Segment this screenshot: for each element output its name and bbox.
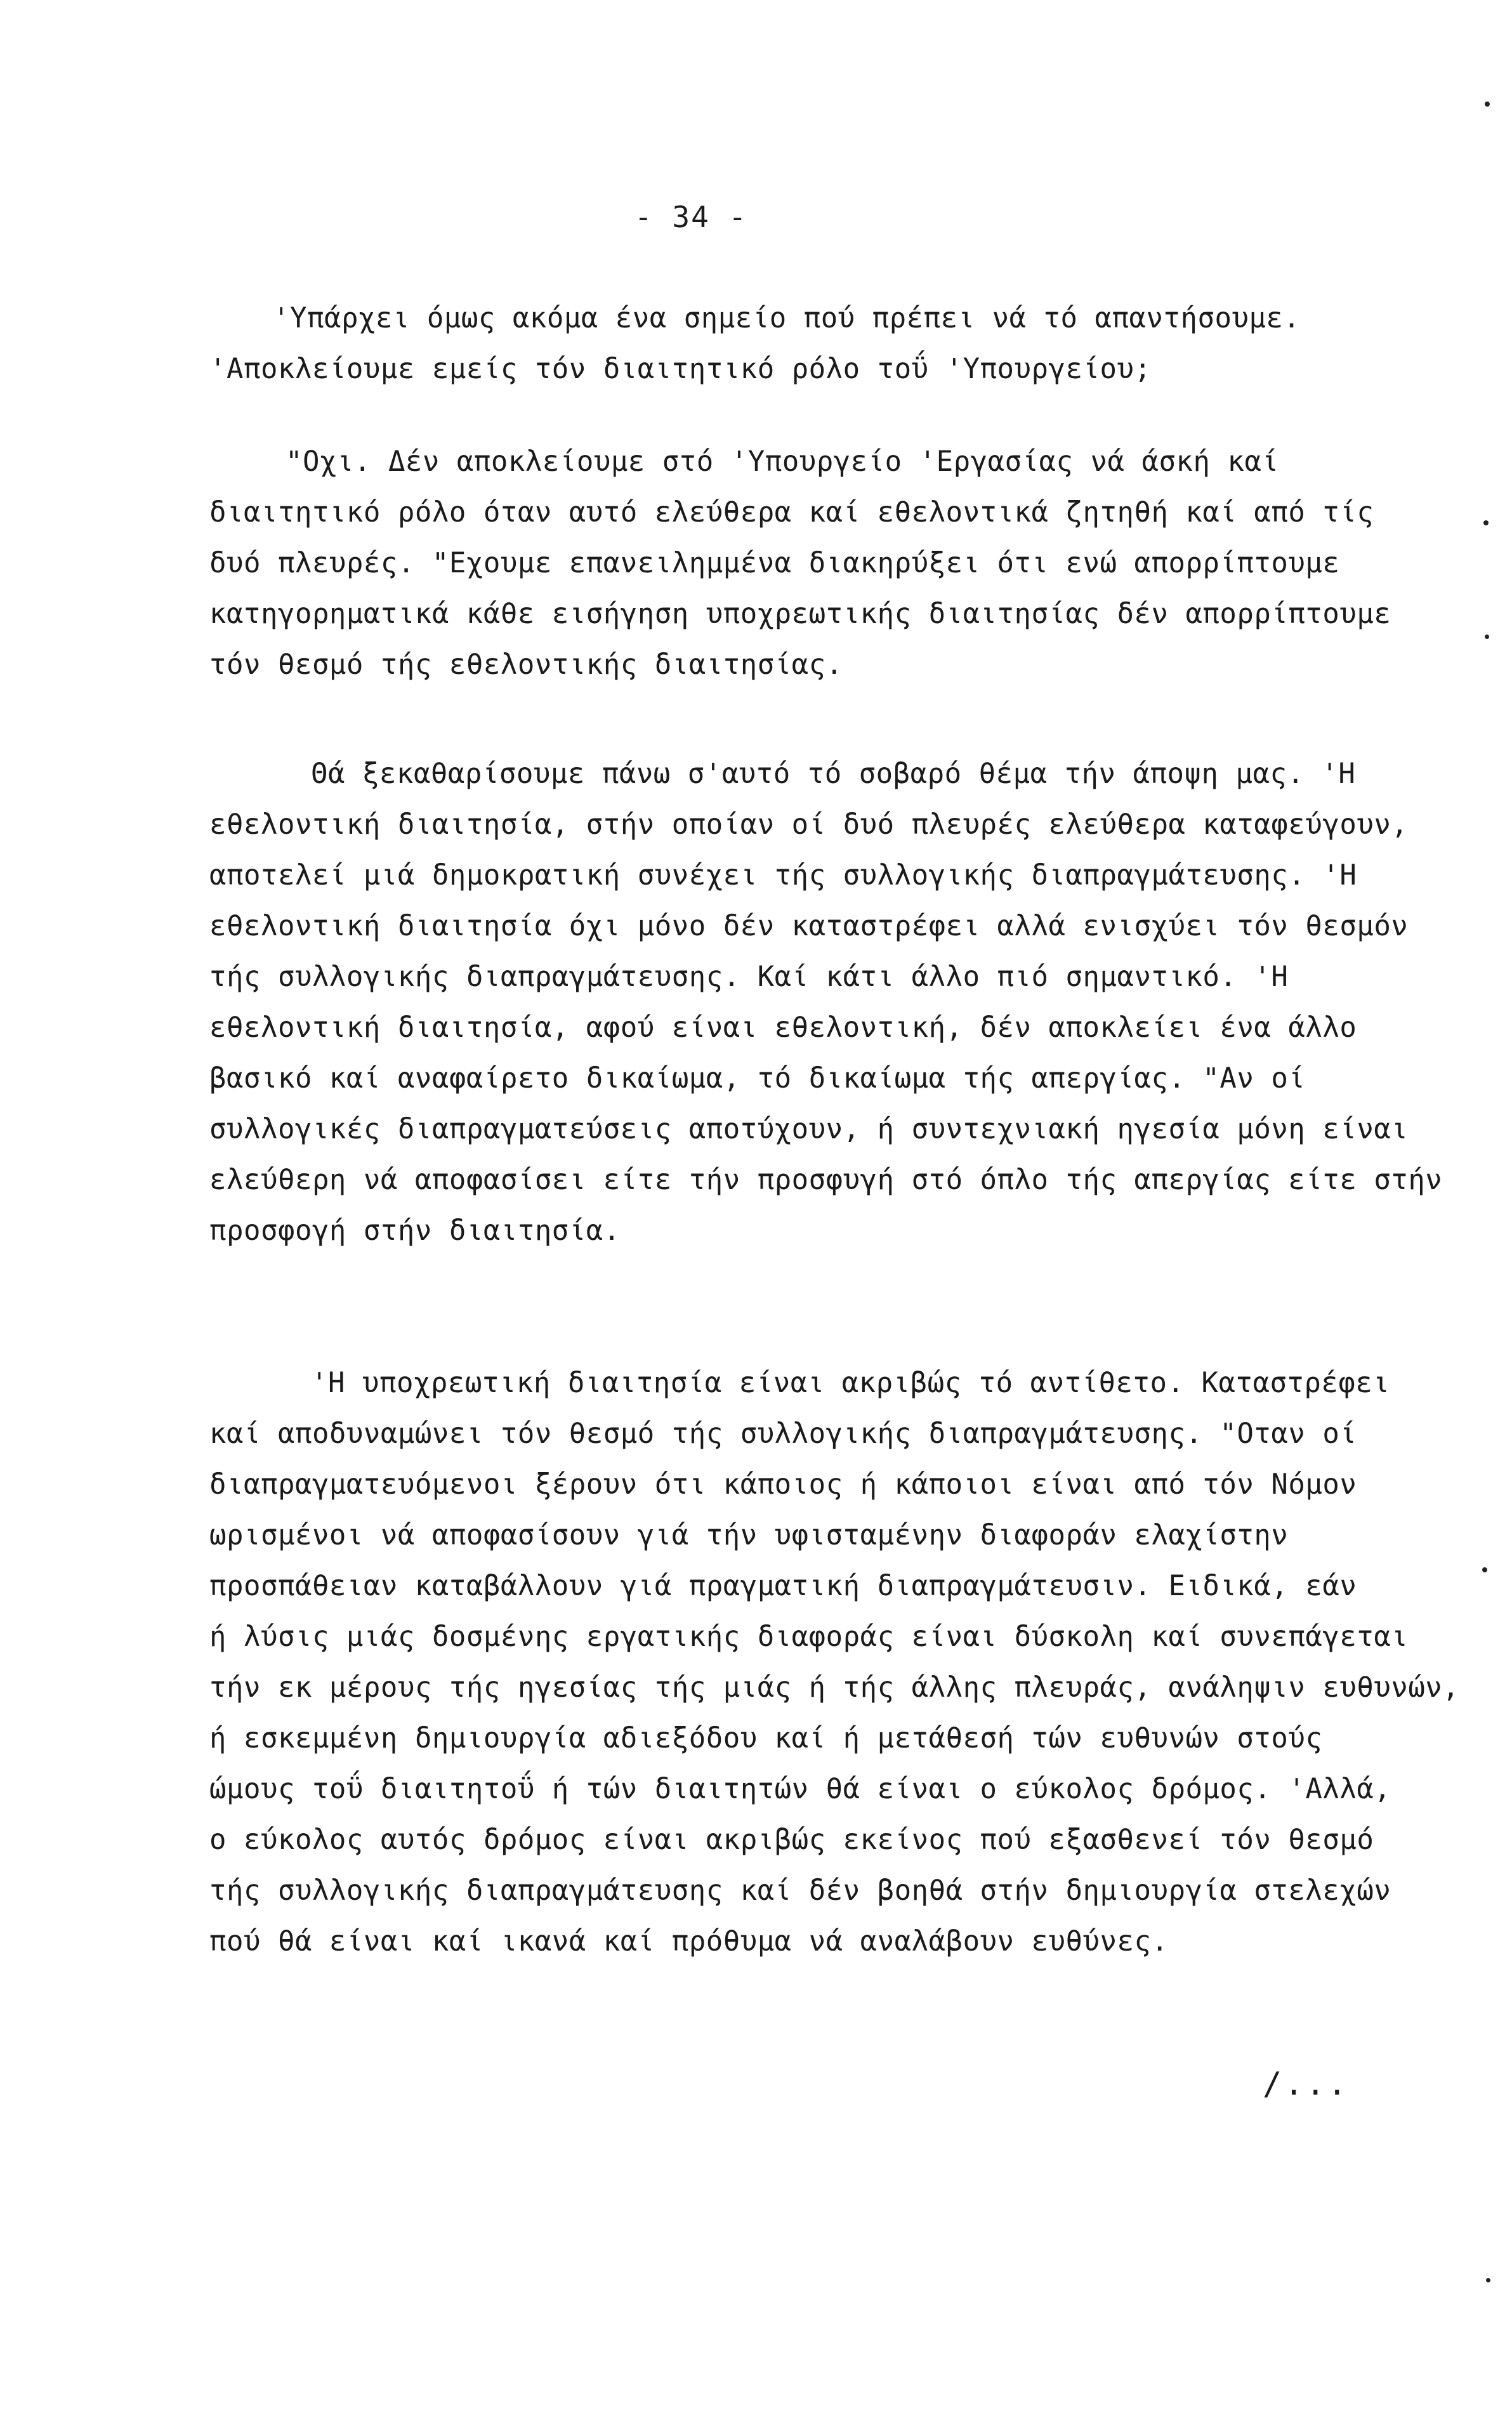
text-line: ώμους τοΰ διαιτητοΰ ή τών διαιτητών θά είναι ο εύκολος δρόμος. 'Αλλά,	[209, 1773, 1391, 1805]
scan-speck	[1485, 102, 1490, 107]
paragraph-3	[209, 749, 1443, 1256]
text-line: 'Αποκλείουμε εμείς τόν διαιτητικό ρόλο τοΰ 'Υπουργείου;	[209, 353, 1152, 385]
text-line: 'Υπάρχει όμως ακόμα ένα σημείο πού πρέπει νά τό απαντήσουμε.	[273, 302, 1301, 334]
text-line: ή εσκεμμένη δημιουργία αδιεξόδου καί ή μετάθεσή τών ευθυνών στούς	[209, 1722, 1323, 1754]
text-line: ή λύσις μιάς δοσμένης εργατικής διαφοράς είναι δύσκολη καί συνεπάγεται	[209, 1621, 1409, 1653]
text-line: προσφογή στήν διαιτησία.	[209, 1214, 621, 1247]
text-line: συλλογικές διαπραγματεύσεις αποτύχουν, ή συντεχνιακή ηγεσία μόνη είναι	[209, 1113, 1409, 1145]
scan-speck	[1483, 520, 1489, 525]
text-line: διαπραγματευόμενοι ξέρουν ότι κάποιος ή κάποιοι είναι από τόν Νόμον	[209, 1468, 1357, 1501]
page-number: - 34 -	[634, 200, 748, 234]
text-line: βασικό καί αναφαίρετο δικαίωμα, τό δικαίωμα τής απεργίας. "Αν οί	[209, 1062, 1306, 1095]
text-line: αποτελεί μιά δημοκρατική συνέχει τής συλλογικής διαπραγμάτευσης. 'Η	[209, 859, 1357, 892]
text-line: τόν θεσμό τής εθελοντικής διαιτησίας.	[209, 648, 843, 681]
text-line: δυό πλευρές. "Εχουμε επανειλημμένα διακηρύξει ότι ενώ απορρίπτουμε	[209, 547, 1340, 579]
text-line: "Οχι. Δέν αποκλείουμε στό 'Υπουργείο 'Εργασίας νά άσκή καί	[286, 445, 1279, 478]
text-line: κατηγορηματικά κάθε εισήγηση υποχρεωτικής διαιτησίας δέν απορρίπτουμε	[209, 598, 1391, 630]
scan-speck	[1486, 2278, 1490, 2282]
text-line: εθελοντική διαιτησία όχι μόνο δέν καταστρέφει αλλά ενισχύει τόν θεσμόν	[209, 910, 1409, 942]
text-line: προσπάθειαν καταβάλλουν γιά πραγματική διαπραγμάτευσιν. Ειδικά, εάν	[209, 1570, 1357, 1602]
paragraph-1	[209, 293, 1371, 395]
text-line: ο εύκολος αυτός δρόμος είναι ακριβώς εκείνος πού εξασθενεί τόν θεσμό	[209, 1824, 1374, 1856]
text-line: 'Η υποχρεωτική διαιτησία είναι ακριβώς τό αντίθετο. Καταστρέφει	[311, 1367, 1390, 1399]
scan-speck	[1485, 635, 1489, 639]
scan-speck	[1482, 1567, 1487, 1572]
text-line: εθελοντική διαιτησία, αφού είναι εθελοντική, δέν αποκλείει ένα άλλο	[209, 1011, 1357, 1044]
paragraph-4	[209, 1358, 1460, 1967]
text-line: ωρισμένοι νά αποφασίσουν γιά τήν υφισταμένην διαφοράν ελαχίστην	[209, 1519, 1289, 1551]
text-line: τήν εκ μέρους τής ηγεσίας τής μιάς ή τής άλλης πλευράς, ανάληψιν ευθυνών,	[209, 1671, 1460, 1704]
text-line: πού θά είναι καί ικανά καί πρόθυμα νά αναλάβουν ευθύνες.	[209, 1925, 1169, 1958]
text-line: Θά ξεκαθαρίσουμε πάνω σ'αυτό τό σοβαρό θέμα τήν άποψη μας. 'Η	[311, 758, 1356, 790]
text-line: καί αποδυναμώνει τόν θεσμό τής συλλογικής διαπραγμάτευσης. "Οταν οί	[209, 1418, 1357, 1450]
text-line: ελεύθερη νά αποφασίσει είτε τήν προσφυγή στό όπλο τής απεργίας είτε στήν	[209, 1164, 1443, 1196]
text-line: διαιτητικό ρόλο όταν αυτό ελεύθερα καί εθελοντικά ζητηθή καί από τίς	[209, 496, 1374, 529]
text-line: τής συλλογικής διαπραγμάτευσης καί δέν βοηθά στήν δημιουργία στελεχών	[209, 1874, 1391, 1907]
paragraph-2	[209, 437, 1391, 690]
continuation-mark: /...	[1263, 2065, 1350, 2102]
text-line: τής συλλογικής διαπραγμάτευσης. Καί κάτι άλλο πιό σημαντικό. 'Η	[209, 961, 1289, 993]
text-line: εθελοντική διαιτησία, στήν οποίαν οί δυό πλευρές ελεύθερα καταφεύγουν,	[209, 808, 1409, 841]
